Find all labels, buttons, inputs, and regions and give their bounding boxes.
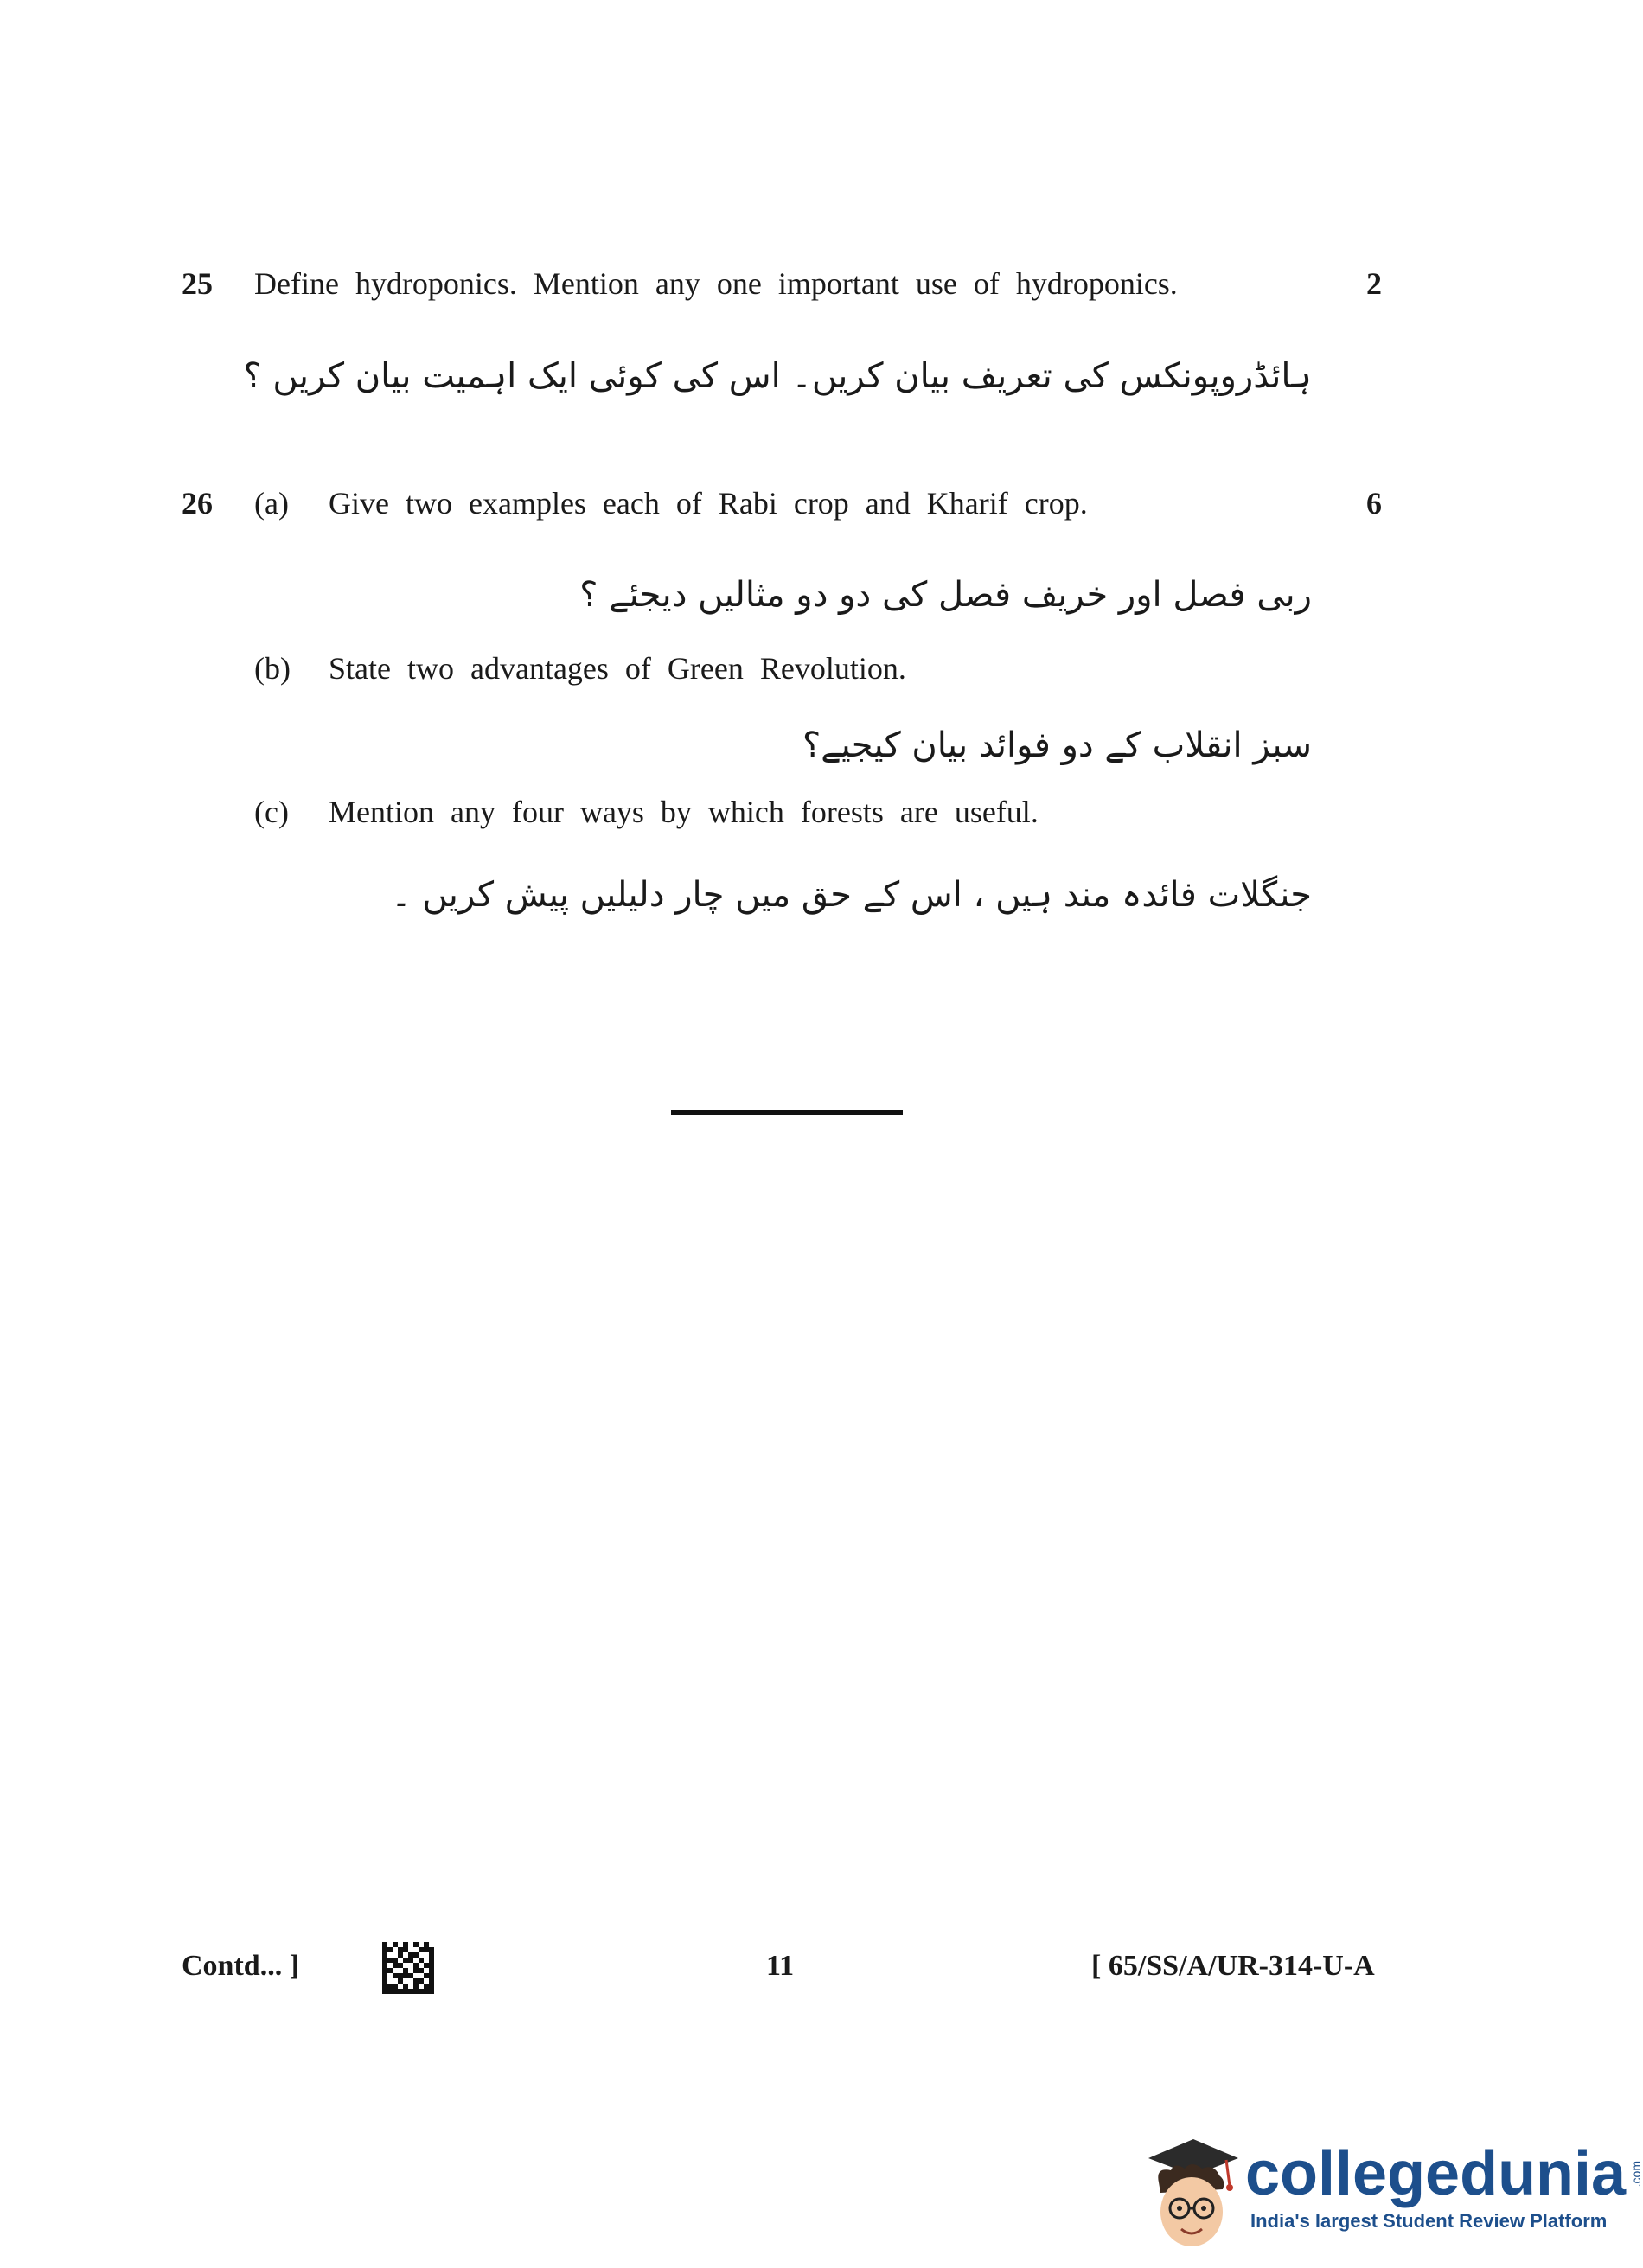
question-number-25: 25	[182, 266, 213, 301]
question-26c-english: Mention any four ways by which forests are useful.	[329, 795, 1039, 829]
brand-tagline: India's largest Student Review Platform	[1250, 2210, 1608, 2232]
question-25-marks: 2	[1366, 266, 1382, 301]
question-26-marks: 6	[1366, 486, 1382, 521]
question-26b-urdu: سبز انقلاب کے دو فوائد بیان کیجیے؟	[802, 725, 1312, 765]
question-number-26: 26	[182, 486, 213, 521]
section-end-rule	[671, 1110, 903, 1115]
question-26c-label: (c)	[254, 795, 289, 829]
question-26b-english: State two advantages of Green Revolution.	[329, 651, 906, 686]
question-26a-english: Give two examples each of Rabi crop and Kharif crop.	[329, 486, 1088, 521]
question-25-english: Define hydroponics. Mention any one important use of hydroponics.	[254, 266, 1178, 301]
question-26a-label: (a)	[254, 486, 289, 521]
footer-contd: Contd... ]	[182, 1950, 300, 1982]
datamatrix-code-icon	[382, 1942, 434, 1994]
brand-suffix: .com	[1629, 2160, 1643, 2188]
student-mascot-icon	[1140, 2132, 1243, 2253]
question-25-urdu: ہائڈروپونکس کی تعریف بیان کریں۔ اس کی کوئی ایک اہمیت بیان کریں ؟	[243, 356, 1312, 396]
question-26c-urdu: جنگلات فائدہ مند ہیں ، اس کے حق میں چار دلیلیں پیش کریں ۔	[391, 875, 1312, 915]
question-26b-label: (b)	[254, 651, 291, 686]
footer-paper-code: [ 65/SS/A/UR-314-U-A	[1091, 1950, 1375, 1982]
footer-page-number: 11	[766, 1950, 795, 1982]
question-26a-urdu: ربی فصل اور خریف فصل کی دو دو مثالیں دیجئے ؟	[579, 575, 1312, 615]
brand-name: collegedunia	[1245, 2139, 1627, 2208]
collegedunia-logo	[1245, 2139, 1643, 2208]
